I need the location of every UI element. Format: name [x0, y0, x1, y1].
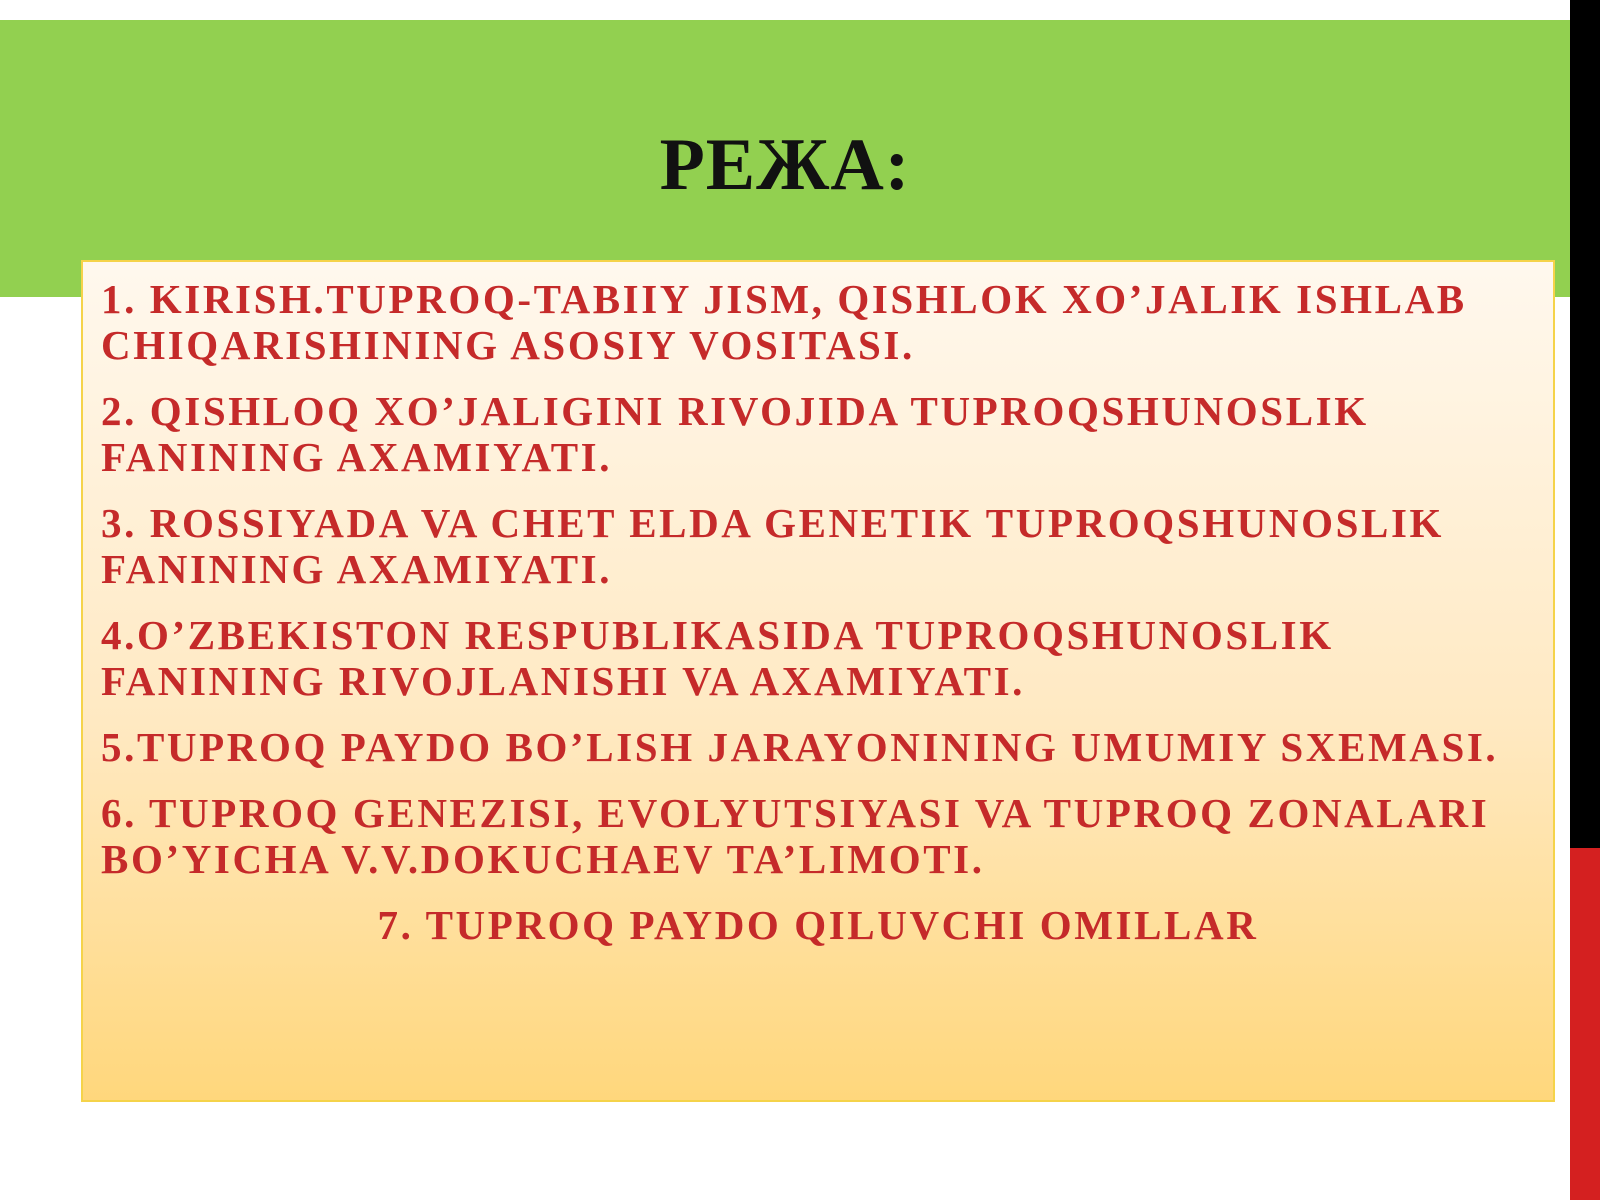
plan-item-7: 7. TUPROQ PAYDO QILUVCHI OMILLAR	[377, 902, 1259, 948]
plan-content-box	[81, 260, 1555, 1102]
plan-item-5: 5.TUPROQ PAYDO BO’LISH JARAYONINING UMUMIY SXEMASI.	[101, 724, 1499, 770]
slide-right-edge-red	[1570, 848, 1600, 1200]
plan-item-1: 1. KIRISH.TUPROQ-TABIIY JISM, QISHLOK XO’JALIK ISHLAB CHIQARISHINING ASOSIY VOSITASI.	[101, 276, 1467, 368]
slide-title: РЕЖА:	[659, 124, 911, 206]
plan-item-6: 6. TUPROQ GENEZISI, EVOLYUTSIYASI VA TUPROQ ZONALARI BO’YICHA V.V.DOKUCHAEV TA’LIMOTI.	[101, 790, 1490, 882]
plan-item-3: 3. ROSSIYADA VA CHET ELDA GENETIK TUPROQSHUNOSLIK FANINING AXAMIYATI.	[101, 500, 1444, 592]
plan-item-4: 4.O’ZBEKISTON RESPUBLIKASIDA TUPROQSHUNOSLIK FANINING RIVOJLANISHI VA AXAMIYATI.	[101, 612, 1334, 704]
plan-item-2: 2. QISHLOQ XO’JALIGINI RIVOJIDA TUPROQSHUNOSLIK FANINING AXAMIYATI.	[101, 388, 1369, 480]
